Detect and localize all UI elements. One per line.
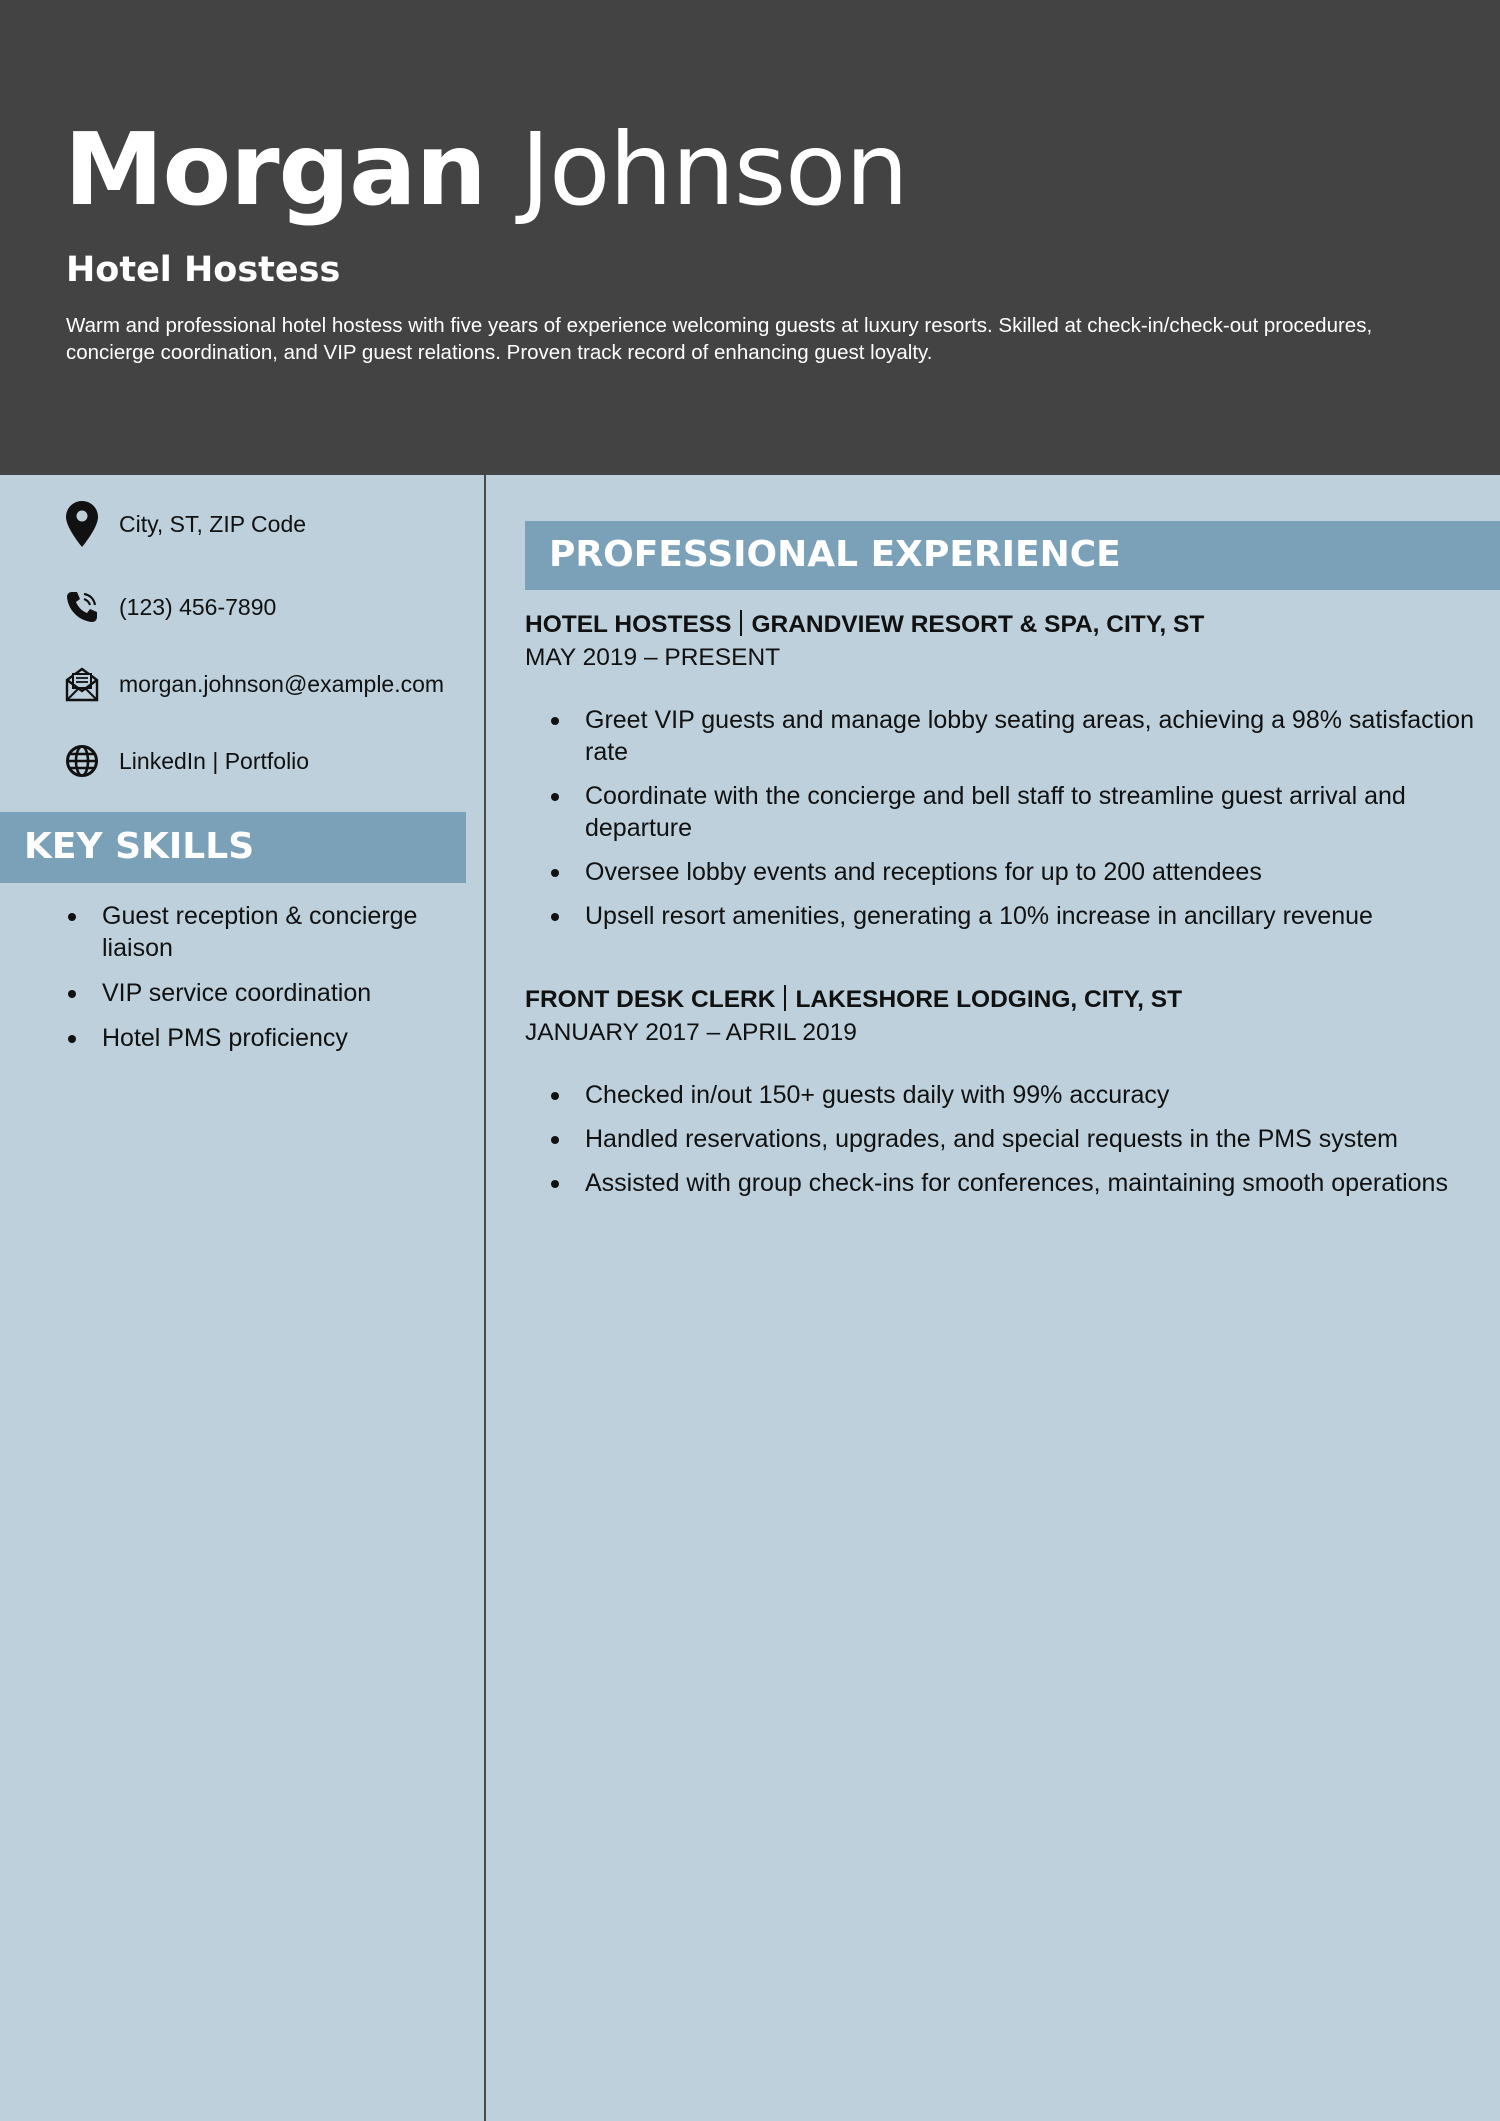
list-item: Coordinate with the concierge and bell staff to streamline guest arrival and departure [525, 780, 1485, 844]
job-title: Hotel Hostess [66, 250, 341, 290]
envelope-icon [64, 662, 100, 706]
list-item: Greet VIP guests and manage lobby seating areas, achieving a 98% satisfaction rate [525, 704, 1485, 768]
globe-icon [64, 739, 100, 783]
summary: Warm and professional hotel hostess with five years of experience welcoming guests at luxury resorts. Skilled at check-in/check-out procedures, concierge coordination, and VIP guest relations. Proven track record of enhancing guest loyalty. [66, 314, 1373, 364]
list-item: Oversee lobby events and receptions for up to 200 attendees [525, 856, 1485, 888]
job-position: FRONT DESK CLERK [525, 986, 776, 1013]
list-item: Guest reception & concierge liaison [64, 900, 464, 964]
job-header [525, 984, 1485, 1016]
contact-phone [64, 583, 484, 631]
job-company: LAKESHORE LODGING, CITY, ST [795, 986, 1183, 1013]
job-bullets [525, 704, 1485, 932]
map-pin-icon [64, 502, 100, 546]
professional-experience-heading [525, 521, 1500, 590]
job-entry [525, 984, 1485, 1211]
job-dates: MAY 2019 – PRESENT [525, 644, 781, 671]
job-bullets [525, 1079, 1485, 1199]
phone-icon [64, 585, 100, 629]
job-header [525, 609, 1485, 641]
list-item: Hotel PMS proficiency [64, 1022, 464, 1054]
list-item: Handled reservations, upgrades, and special requests in the PMS system [525, 1123, 1485, 1155]
job-dates: JANUARY 2017 – APRIL 2019 [525, 1019, 857, 1046]
job-position: HOTEL HOSTESS [525, 611, 732, 638]
contact-links [64, 737, 484, 785]
first-name: Morgan [64, 111, 486, 228]
email-text[interactable]: morgan.johnson@example.com [119, 670, 445, 697]
candidate-name [64, 110, 908, 230]
separator [740, 610, 742, 636]
list-item: VIP service coordination [64, 977, 464, 1009]
list-item: Assisted with group check-ins for conferences, maintaining smooth operations [525, 1167, 1485, 1199]
job-company: GRANDVIEW RESORT & SPA, CITY, ST [751, 611, 1205, 638]
links-text[interactable]: LinkedIn | Portfolio [119, 747, 310, 774]
phone-text: (123) 456-7890 [119, 593, 277, 620]
resume-header [0, 0, 1500, 475]
professional-experience-heading-text: PROFESSIONAL EXPERIENCE [549, 534, 1121, 575]
list-item: Upsell resort amenities, generating a 10% increase in ancillary revenue [525, 900, 1485, 932]
list-item: Checked in/out 150+ guests daily with 99% accuracy [525, 1079, 1485, 1111]
key-skills-heading-text: KEY SKILLS [24, 826, 255, 867]
last-name: Johnson [520, 111, 908, 228]
key-skills-heading [0, 812, 466, 883]
column-divider [484, 475, 486, 2121]
contact-location [64, 500, 484, 548]
skills-list [64, 900, 464, 1067]
job-entry [525, 609, 1485, 944]
separator [784, 985, 786, 1011]
contact-email [64, 660, 484, 708]
location-text: City, ST, ZIP Code [119, 510, 307, 537]
